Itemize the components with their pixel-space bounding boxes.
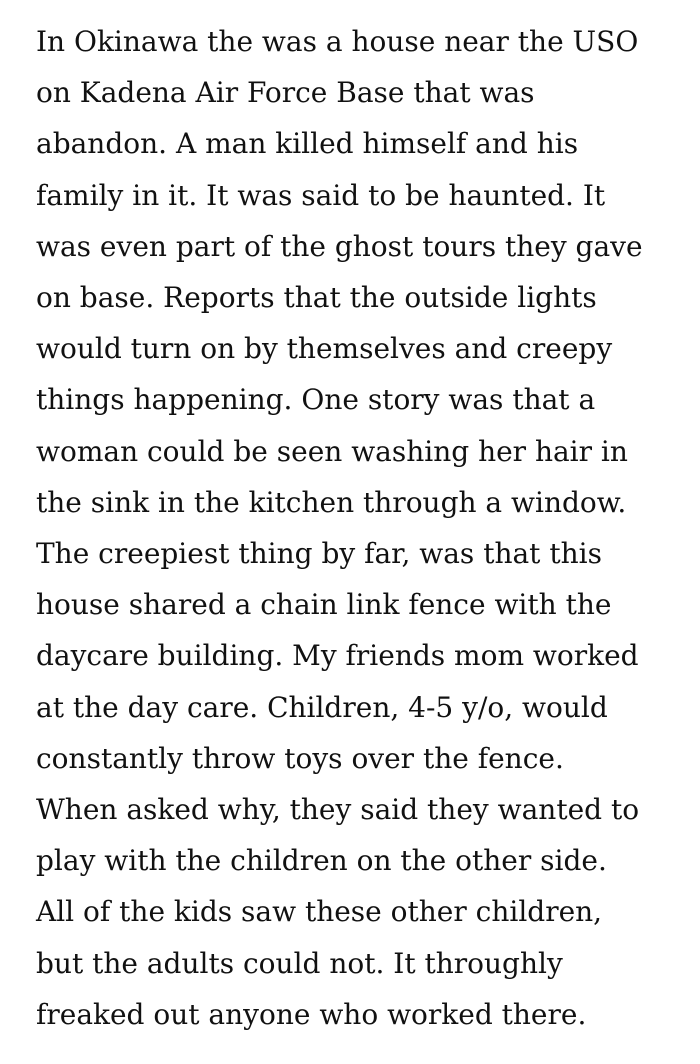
story-text (36, 16, 696, 1040)
story-line: freaked out anyone who worked there. (36, 997, 587, 1031)
story-line: house shared a chain link fence with the (36, 588, 612, 622)
story-line: In Okinawa the was a house near the USO (36, 25, 639, 58)
story-line: would turn on by themselves and creepy (36, 332, 613, 366)
story-line: at the day care. Children, 4-5 y/o, would (36, 690, 608, 724)
story-line: abandon. A man killed himself and his (36, 127, 579, 161)
story-line: the sink in the kitchen through a window. (36, 485, 627, 519)
story-line: on base. Reports that the outside lights (36, 281, 597, 315)
story-line: play with the children on the other side. (36, 844, 607, 878)
story-line: When asked why, they said they wanted to (36, 793, 640, 827)
story-line: The creepiest thing by far, was that this (36, 537, 602, 571)
story-line: on Kadena Air Force Base that was (36, 76, 535, 110)
story-line: daycare building. My friends mom worked (36, 639, 639, 673)
story-line: woman could be seen washing her hair in (36, 434, 628, 468)
story-line: family in it. It was said to be haunted. It (36, 178, 606, 212)
story-line: but the adults could not. It throughly (36, 946, 563, 980)
story-line: was even part of the ghost tours they gave (36, 229, 643, 263)
story-line: constantly throw toys over the fence. (36, 741, 564, 775)
story-line: things happening. One story was that a (36, 383, 596, 417)
story-line: All of the kids saw these other children, (36, 895, 603, 929)
